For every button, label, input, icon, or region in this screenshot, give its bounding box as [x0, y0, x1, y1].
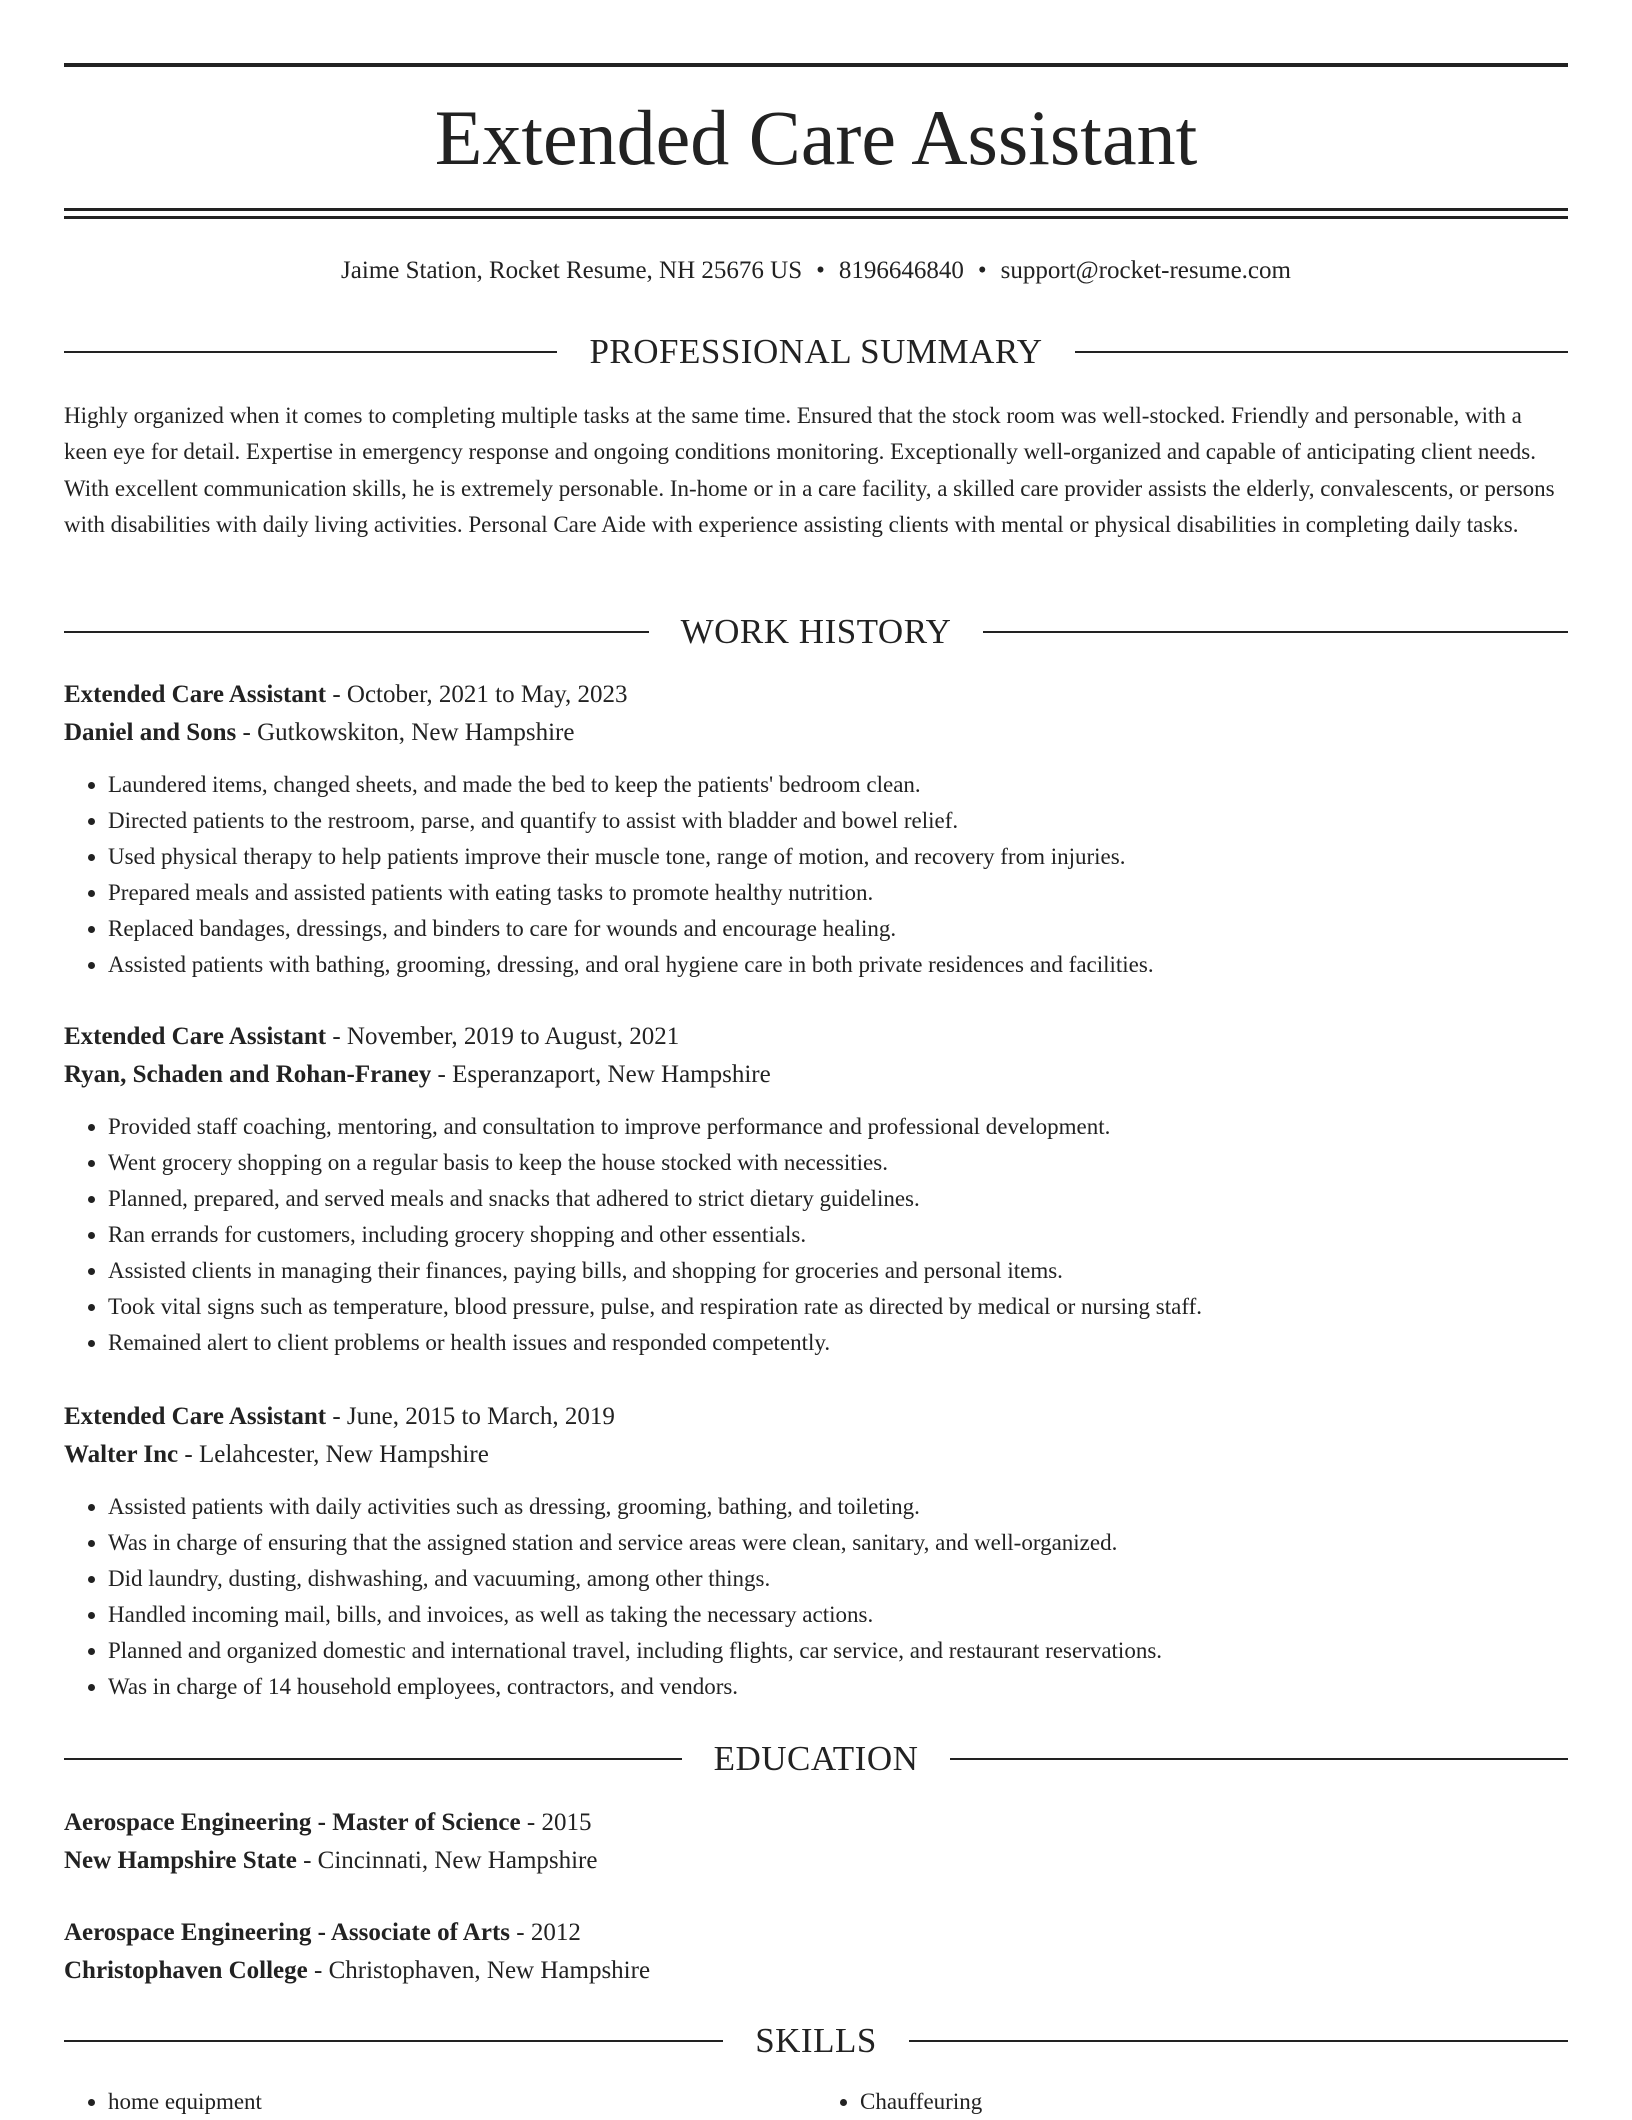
job-duty: • Assisted patients with bathing, grooming, dressing, and oral hygiene care in both private residences and facilities.	[108, 947, 1568, 983]
skills-list	[64, 2084, 1568, 2120]
job-company-line	[64, 1436, 1568, 1474]
title-double-rule	[64, 208, 1568, 219]
job-company-line	[64, 1056, 1568, 1094]
job-location: - Esperanzaport, New Hampshire	[431, 1061, 771, 1088]
section-title: WORK HISTORY	[680, 612, 952, 651]
skill-item: • Chauffeuring	[860, 2084, 1568, 2120]
job-title-line	[64, 676, 1568, 714]
job-dates: - November, 2019 to August, 2021	[326, 1023, 680, 1050]
job-duty: • Was in charge of ensuring that the assigned station and service areas were clean, sanitary, and well-organized.	[108, 1525, 1568, 1561]
section-header-education	[64, 1737, 1568, 1781]
job-duty: • Was in charge of 14 household employees, contractors, and vendors.	[108, 1669, 1568, 1705]
education-school: Christophaven College	[64, 1957, 308, 1984]
job-company: Ryan, Schaden and Rohan-Franey	[64, 1061, 432, 1088]
job-duty: • Took vital signs such as temperature, blood pressure, pulse, and respiration rate as directed by medical or nursing staff.	[108, 1289, 1568, 1325]
job-dates: - October, 2021 to May, 2023	[326, 681, 628, 708]
job-duty: • Did laundry, dusting, dishwashing, and vacuuming, among other things.	[108, 1561, 1568, 1597]
job-duty: • Remained alert to client problems or health issues and responded competently.	[108, 1325, 1568, 1361]
section-header-work-history	[64, 610, 1568, 654]
section-title: EDUCATION	[713, 1739, 919, 1778]
job-dates: - June, 2015 to March, 2019	[326, 1403, 615, 1430]
section-rule	[64, 1758, 682, 1760]
job-location: - Gutkowskiton, New Hampshire	[236, 719, 575, 746]
section-rule	[64, 351, 557, 353]
top-rule	[64, 63, 1568, 67]
job-duty: • Planned, prepared, and served meals and snacks that adhered to strict dietary guidelines.	[108, 1181, 1568, 1217]
education-location: - Christophaven, New Hampshire	[307, 1957, 651, 1984]
section-rule	[64, 631, 649, 633]
job-title: Extended Care Assistant	[64, 1403, 327, 1430]
skills-column-right	[816, 2084, 1568, 2120]
section-rule	[1075, 351, 1568, 353]
contact-line	[64, 254, 1568, 288]
job-duties	[64, 767, 1568, 983]
job-duty: • Prepared meals and assisted patients with eating tasks to promote healthy nutrition.	[108, 875, 1568, 911]
job-title-line	[64, 1398, 1568, 1436]
job-title: Extended Care Assistant	[64, 681, 327, 708]
job-title-line	[64, 1018, 1568, 1056]
job-duties	[64, 1489, 1568, 1705]
education-degree: Aerospace Engineering - Associate of Arts	[64, 1919, 511, 1946]
job-company: Daniel and Sons	[64, 719, 237, 746]
job-duty: • Ran errands for customers, including grocery shopping and other essentials.	[108, 1217, 1568, 1253]
education-school-line	[64, 1842, 1568, 1880]
contact-separator: •	[977, 257, 987, 284]
education-year: - 2015	[520, 1809, 592, 1836]
skills-column-left	[64, 2084, 816, 2120]
job-duty: • Provided staff coaching, mentoring, and consultation to improve performance and professional development.	[108, 1109, 1568, 1145]
education-degree-line	[64, 1804, 1568, 1842]
job-duty: • Handled incoming mail, bills, and invoices, as well as taking the necessary actions.	[108, 1597, 1568, 1633]
job-duty: • Replaced bandages, dressings, and binders to care for wounds and encourage healing.	[108, 911, 1568, 947]
job-entry	[64, 1018, 1568, 1361]
section-header-skills	[64, 2019, 1568, 2063]
education-school: New Hampshire State	[64, 1847, 297, 1874]
job-duty: • Used physical therapy to help patients improve their muscle tone, range of motion, and recovery from injuries.	[108, 839, 1568, 875]
job-location: - Lelahcester, New Hampshire	[178, 1441, 489, 1468]
education-school-line	[64, 1952, 1568, 1990]
job-entry	[64, 1398, 1568, 1705]
section-rule	[950, 1758, 1568, 1760]
education-degree-line	[64, 1914, 1568, 1952]
education-location: - Cincinnati, New Hampshire	[296, 1847, 598, 1874]
job-duty: • Assisted clients in managing their finances, paying bills, and shopping for groceries and personal items.	[108, 1253, 1568, 1289]
job-duty: • Assisted patients with daily activities such as dressing, grooming, bathing, and toileting.	[108, 1489, 1568, 1525]
section-rule	[983, 631, 1568, 633]
job-entry	[64, 676, 1568, 983]
skill-item: • home equipment	[108, 2084, 816, 2120]
job-company-line	[64, 714, 1568, 752]
section-rule	[909, 2040, 1568, 2042]
education-year: - 2012	[510, 1919, 581, 1946]
education-entry	[64, 1804, 1568, 1880]
job-duties	[64, 1109, 1568, 1361]
job-title: Extended Care Assistant	[64, 1023, 327, 1050]
job-duty: • Directed patients to the restroom, parse, and quantify to assist with bladder and bowel relief.	[108, 803, 1568, 839]
education-entry	[64, 1914, 1568, 1990]
contact-separator: •	[816, 257, 825, 284]
job-duty: • Planned and organized domestic and international travel, including flights, car service, and restaurant reservations.	[108, 1633, 1568, 1669]
contact-phone: 8196646840	[838, 257, 964, 284]
job-duty: • Went grocery shopping on a regular basis to keep the house stocked with necessities.	[108, 1145, 1568, 1181]
contact-email: support@rocket-resume.com	[1000, 257, 1291, 284]
resume-title: Extended Care Assistant	[434, 94, 1198, 181]
summary-text: Highly organized when it comes to completing multiple tasks at the same time. Ensured that the stock room was well-stocked. Friendly and personable, with a keen eye for detail. Expertise in emergency response and ongoing conditions monitoring. Exceptionally well-organized and capable of anticipating client needs. With excellent communication skills, he is extremely personable. In-home or in a care facility, a skilled care provider assists the elderly, convalescents, or persons with disabilities with daily living activities. Personal Care Aide with experience assisting clients with mental or physical disabilities in completing daily tasks.	[64, 403, 1555, 538]
section-title: PROFESSIONAL SUMMARY	[589, 332, 1043, 371]
contact-address: Jaime Station, Rocket Resume, NH 25676 US	[341, 257, 803, 284]
job-duty: • Laundered items, changed sheets, and made the bed to keep the patients' bedroom clean.	[108, 767, 1568, 803]
education-degree: Aerospace Engineering - Master of Science	[64, 1809, 521, 1836]
section-rule	[64, 2040, 723, 2042]
section-header-summary	[64, 330, 1568, 374]
job-company: Walter Inc	[64, 1441, 179, 1468]
section-title: SKILLS	[755, 2021, 877, 2060]
